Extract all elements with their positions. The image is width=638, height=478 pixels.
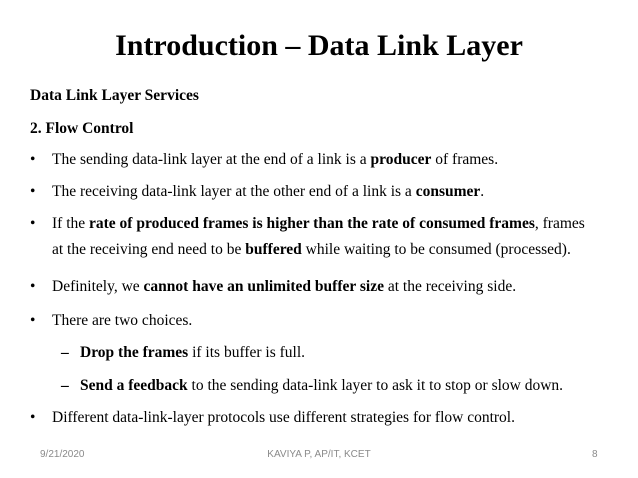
emphasis-text: Drop the frames	[80, 344, 189, 361]
sub-bullet-text	[80, 343, 305, 363]
bullet-text	[52, 150, 498, 170]
text-run: The receiving data-link layer at the other end of a link is a	[52, 183, 416, 200]
bullet-text	[52, 277, 516, 297]
bullet-marker: •	[30, 409, 36, 426]
text-run: The sending data-link layer at the end of a link is a	[52, 151, 371, 168]
footer-date: 9/21/2020	[40, 449, 85, 460]
text-run: , frames	[534, 215, 585, 232]
text-run: at the receiving side.	[383, 278, 517, 295]
section-heading: Data Link Layer Services	[30, 87, 199, 104]
bullet-text	[52, 214, 585, 234]
footer-author: KAVIYA P, AP/IT, KCET	[267, 449, 371, 460]
bullet-text	[52, 311, 192, 331]
dash-marker: –	[61, 344, 69, 361]
text-run: of frames.	[431, 151, 499, 168]
emphasis-text: consumer	[415, 183, 481, 200]
sub-bullet-text	[80, 376, 563, 396]
footer-page-number: 8	[592, 449, 598, 460]
bullet-marker: •	[30, 215, 36, 232]
emphasis-text: Send a feedback	[80, 377, 188, 394]
emphasis-text: producer	[370, 151, 432, 168]
bullet-marker: •	[30, 183, 36, 200]
bullet-text-continuation	[52, 240, 571, 260]
bullet-marker: •	[30, 278, 36, 295]
text-run: while waiting to be consumed (processed).	[301, 241, 571, 258]
slide-title: Introduction – Data Link Layer	[115, 29, 523, 62]
text-run: There are two choices.	[52, 312, 193, 329]
emphasis-text: buffered	[245, 241, 302, 258]
bullet-marker: •	[30, 151, 36, 168]
text-run: if its buffer is full.	[188, 344, 306, 361]
bullet-text: Different data-link-layer protocols use different strategies for flow control.	[52, 409, 515, 426]
text-run: to the sending data-link layer to ask it to stop or slow down.	[187, 377, 564, 394]
bullet-text	[52, 182, 484, 202]
dash-marker: –	[61, 377, 69, 394]
text-run: at the receiving end need to be	[52, 241, 246, 258]
emphasis-text: cannot have an unlimited buffer size	[143, 278, 384, 295]
bullet-marker: •	[30, 312, 36, 329]
text-run: If the	[52, 215, 90, 232]
emphasis-text: rate of produced frames is higher than the rate of consumed frames	[89, 215, 535, 232]
subheading-flow-control: 2. Flow Control	[30, 120, 134, 137]
text-run: Definitely, we	[52, 278, 144, 295]
text-run: .	[480, 183, 485, 200]
